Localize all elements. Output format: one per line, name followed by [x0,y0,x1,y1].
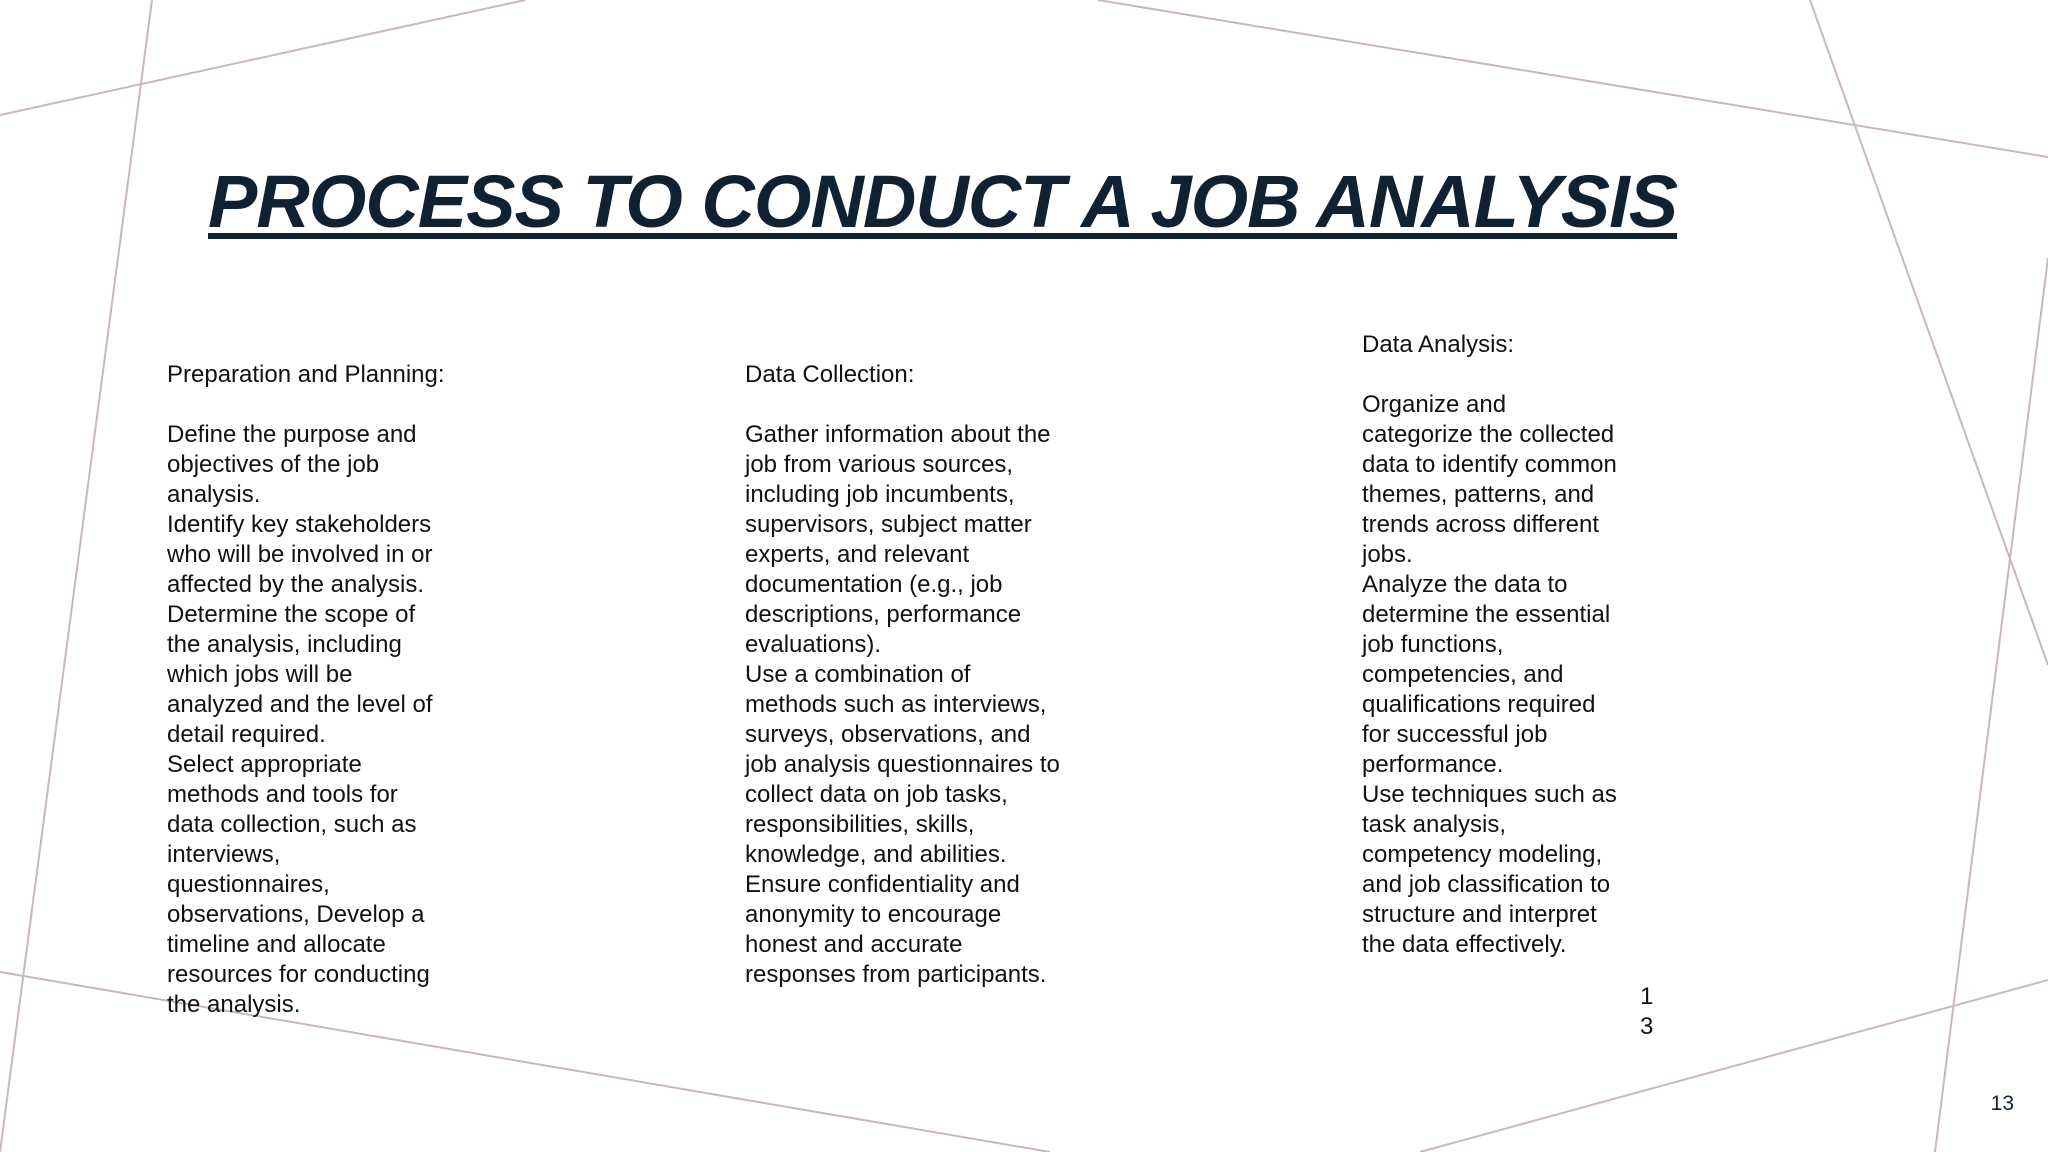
decor-line [0,0,525,115]
slide-title: PROCESS TO CONDUCT A JOB ANALYSIS [208,160,1678,243]
inline-page-number [1640,982,1660,1042]
column-heading: Data Collection: [745,361,915,388]
column-body: Define the purpose and objectives of the job analysis. Identify key stakeholders who will be involved in or affected by the analysis. Determine the scope of the analysis, including which jobs will be analyzed and the level of detail required. Select appropriate methods and tools for data collection, such as interviews, questionnaires, observations, Develop a timeline and allocate resources for conducting the analysis. [167,421,433,1018]
inline-page-digit: 3 [1640,1013,1654,1040]
column-heading: Data Analysis: [1362,331,1515,358]
decor-line [1420,980,2048,1152]
decor-line [1935,258,2048,1152]
slide-number: 13 [1990,1092,2014,1115]
decor-line [1810,0,2048,665]
column-preparation-planning [167,360,467,1020]
decor-line [0,972,1050,1152]
column-data-analysis [1362,330,1662,960]
column-data-collection [745,360,1095,990]
decor-line [0,0,152,1152]
column-body: Gather information about the job from various sources, including job incumbents, supervisors, subject matter experts, and relevant documentation (e.g., job descriptions, performance evaluations). Use a combination of methods such as interviews, surveys, observations, and job analysis questionnaires to collect data on job tasks, responsibilities, skills, knowledge, and abilities. Ensure confidentiality and anonymity to encourage honest and accurate responses from participants. [745,421,1060,988]
decor-line [1098,0,2048,157]
column-heading: Preparation and Planning: [167,361,445,388]
inline-page-digit: 1 [1640,983,1654,1010]
column-body: Organize and categorize the collected data to identify common themes, patterns, and trends across different jobs. Analyze the data to determine the essential job functions, competencies, and qualifications required for successful job performance. Use techniques such as task analysis, competency modeling, and job classification to structure and interpret the data effectively. [1362,391,1617,958]
